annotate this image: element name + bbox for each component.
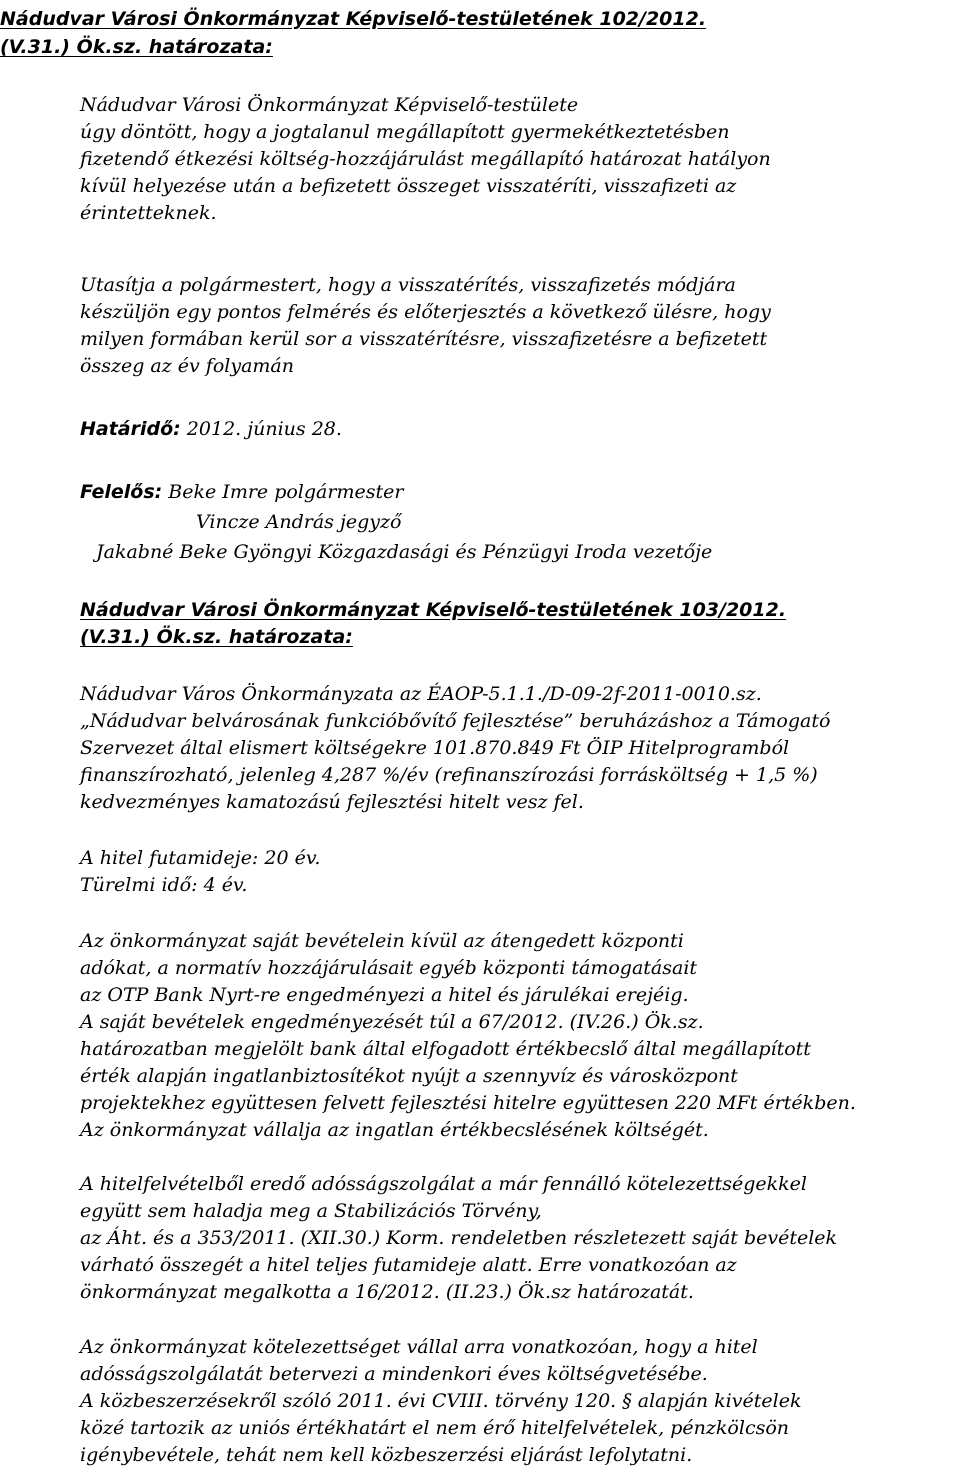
r102-p2-line: összeg az év folyamán bbox=[80, 355, 294, 377]
responsible-label: Felelős: bbox=[80, 481, 163, 503]
responsible-person-2: Vincze András jegyző bbox=[196, 511, 402, 533]
r102-p2-line: milyen formában kerül sor a visszatérítésre, visszafizetésre a befizetett bbox=[80, 328, 768, 350]
r103-p1-line: Szervezet által elismert költségekre 101.870.849 Ft ÖIP Hitelprogramból bbox=[80, 737, 790, 759]
r103-p4-line: együtt sem haladja meg a Stabilizációs Törvény, bbox=[80, 1200, 542, 1222]
r103-p1-line: „Nádudvar belvárosának funkcióbővítő fejlesztése” beruházáshoz a Támogató bbox=[80, 710, 831, 732]
r102-p1-line: úgy döntött, hogy a jogtalanul megállapított gyermekétkeztetésben bbox=[80, 121, 730, 143]
r103-p4-line: az Áht. és a 353/2011. (XII.30.) Korm. rendeletben részletezett saját bevételek bbox=[80, 1227, 838, 1249]
r102-p1-line: Nádudvar Városi Önkormányzat Képviselő-testülete bbox=[80, 94, 579, 116]
r102-p1-line: fizetendő étkezési költség-hozzájárulást megállapító határozat hatályon bbox=[80, 148, 771, 170]
resolution-102-heading-line1: Nádudvar Városi Önkormányzat Képviselő-testületének 102/2012. bbox=[0, 8, 707, 30]
r103-p3-line: projektekhez együttesen felvett fejlesztési hitelre együttesen 220 MFt értékben. bbox=[80, 1092, 856, 1114]
responsible-person-3: Jakabné Beke Gyöngyi Közgazdasági és Pénzügyi Iroda vezetője bbox=[96, 541, 713, 563]
r103-p3-line: Az önkormányzat vállalja az ingatlan értékbecslésének költségét. bbox=[80, 1119, 709, 1141]
r103-p1-line: kedvezményes kamatozású fejlesztési hitelt vesz fel. bbox=[80, 791, 584, 813]
r103-p3-line: érték alapján ingatlanbiztosítékot nyújt a szennyvíz és városközpont bbox=[80, 1065, 738, 1087]
r103-p3-line: az OTP Bank Nyrt-re engedményezi a hitel és járulékai erejéig. bbox=[80, 984, 689, 1006]
r103-p5-line: közé tartozik az uniós értékhatárt el nem érő hitelfelvételek, pénzkölcsön bbox=[80, 1417, 790, 1439]
deadline-value: 2012. június 28. bbox=[180, 418, 342, 440]
r103-p5-line: adósságszolgálatát betervezi a mindenkori éves költségvetésébe. bbox=[80, 1363, 708, 1385]
r103-p5-line: Az önkormányzat kötelezettséget vállal arra vonatkozóan, hogy a hitel bbox=[80, 1336, 758, 1358]
r103-p2-line: A hitel futamideje: 20 év. bbox=[80, 847, 321, 869]
deadline-label: Határidő: bbox=[80, 418, 181, 440]
r103-p3-line: Az önkormányzat saját bevételein kívül az átengedett központi bbox=[80, 930, 684, 952]
r103-p3-line: adókat, a normatív hozzájárulásait egyéb központi támogatásait bbox=[80, 957, 698, 979]
r102-p2-line: Utasítja a polgármestert, hogy a visszatérítés, visszafizetés módjára bbox=[80, 274, 736, 296]
resolution-103-heading-line1: Nádudvar Városi Önkormányzat Képviselő-testületének 103/2012. bbox=[80, 599, 787, 621]
r103-p5-line: igénybevétele, tehát nem kell közbeszerzési eljárást lefolytatni. bbox=[80, 1444, 693, 1466]
resolution-103-heading-line2: (V.31.) Ök.sz. határozata: bbox=[80, 626, 353, 648]
r103-p1-line: Nádudvar Város Önkormányzata az ÉAOP-5.1.1./D-09-2f-2011-0010.sz. bbox=[80, 683, 762, 705]
r103-p4-line: önkormányzat megalkotta a 16/2012. (II.23.) Ök.sz határozatát. bbox=[80, 1281, 694, 1303]
responsible-person-1: Beke Imre polgármester bbox=[162, 481, 404, 503]
r102-p2-line: készüljön egy pontos felmérés és előterjesztés a következő ülésre, hogy bbox=[80, 301, 771, 323]
deadline bbox=[80, 416, 342, 442]
r103-p4-line: A hitelfelvételből eredő adósságszolgálat a már fennálló kötelezettségekkel bbox=[80, 1173, 807, 1195]
r102-p1-line: kívül helyezése után a befizetett összeget visszatéríti, visszafizeti az bbox=[80, 175, 737, 197]
r103-p2-line: Türelmi idő: 4 év. bbox=[80, 874, 248, 896]
r103-p3-line: határozatban megjelölt bank által elfogadott értékbecslő által megállapított bbox=[80, 1038, 811, 1060]
resolution-102-heading-line2: (V.31.) Ök.sz. határozata: bbox=[0, 36, 273, 58]
r103-p1-line: finanszírozható, jelenleg 4,287 %/év (refinanszírozási forrásköltség + 1,5 %) bbox=[80, 764, 818, 786]
r103-p4-line: várható összegét a hitel teljes futamideje alatt. Erre vonatkozóan az bbox=[80, 1254, 737, 1276]
r102-p1-line: érintetteknek. bbox=[80, 202, 217, 224]
r103-p3-line: A saját bevételek engedményezését túl a 67/2012. (IV.26.) Ök.sz. bbox=[80, 1011, 704, 1033]
responsible bbox=[80, 479, 403, 505]
r103-p5-line: A közbeszerzésekről szóló 2011. évi CVIII. törvény 120. § alapján kivételek bbox=[80, 1390, 802, 1412]
